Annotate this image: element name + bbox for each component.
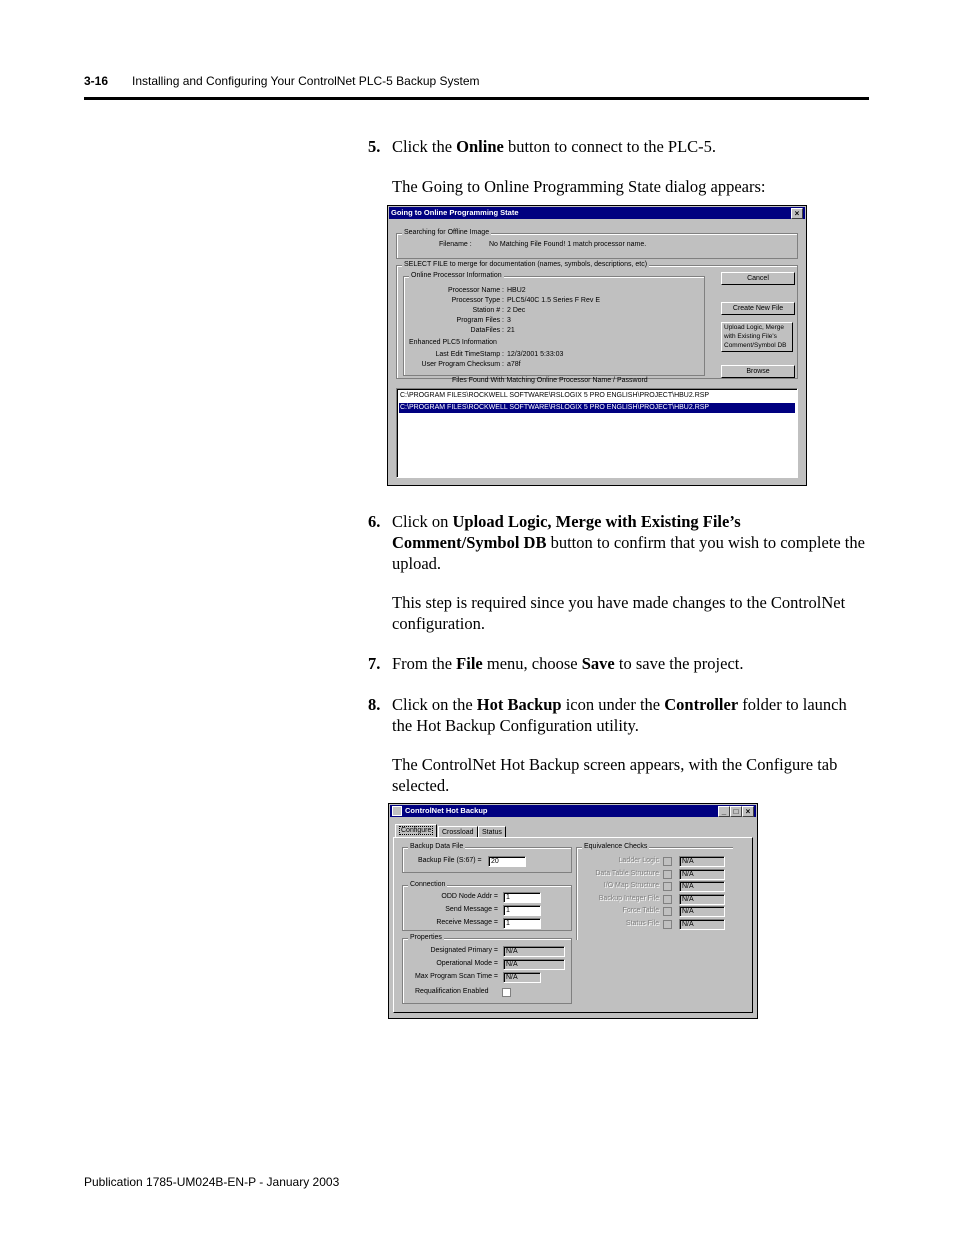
operational-mode-label: Operational Mode = [436,960,498,967]
upload-merge-button[interactable]: Upload Logic, Merge with Existing File's Comment/Symbol DB [721,322,793,352]
dialog-title: Going to Online Programming State [391,208,519,217]
send-message-label: Send Message = [445,906,498,913]
close-icon[interactable]: × [742,806,754,817]
step-number: 6. [368,512,381,531]
backup-integer-label: Backup Integer File [598,895,659,902]
force-table-label: Force Table [622,907,659,914]
send-message-input[interactable]: 1 [503,905,541,916]
files-list[interactable] [396,388,798,478]
equivalence-group [576,843,733,940]
max-scan-time-value: N/A [503,972,541,983]
connection-group [402,881,572,931]
ladder-logic-value: N/A [679,856,725,867]
search-group [396,229,798,259]
select-file-group [396,261,798,379]
checksum-value: a78f [507,361,521,368]
cancel-button[interactable]: Cancel [721,272,795,285]
status-file-value: N/A [679,919,725,930]
checksum-label: User Program Checksum : [421,361,504,368]
window-title: ControlNet Hot Backup [405,806,488,815]
dialog-title-bar [389,207,805,219]
minimize-icon[interactable]: _ [718,806,730,817]
receive-message-input[interactable]: 1 [503,918,541,929]
page-number: 3-16 [84,74,109,88]
file-row-selected[interactable]: C:\PROGRAM FILES\ROCKWELL SOFTWARE\RSLOGIX 5 PRO ENGLISH\PROJECT\HBU2.RSP [399,403,795,413]
data-table-checkbox[interactable] [663,870,672,879]
step-number: 5. [368,137,381,156]
requalification-checkbox[interactable] [502,988,511,997]
last-edit-value: 12/3/2001 5:33:03 [507,351,564,358]
processor-info-group [403,272,705,376]
group-label: Online Processor Information [411,272,502,279]
step-text: Click on the Hot Backup icon under the Controller folder to launch the Hot Backup Configuration utility. [392,695,847,735]
header-title: Installing and Configuring Your ControlNet PLC-5 Backup System [132,74,480,88]
io-map-checkbox[interactable] [663,882,672,891]
enhanced-info-label: Enhanced PLC5 Information [409,339,497,346]
receive-message-label: Receive Message = [436,919,498,926]
program-files-value: 3 [507,317,511,324]
step-number: 8. [368,695,381,714]
max-scan-time-label: Max Program Scan Time = [414,973,498,980]
file-row[interactable]: C:\PROGRAM FILES\ROCKWELL SOFTWARE\RSLOGIX 5 PRO ENGLISH\PROJECT\HBU2.RSP [400,392,710,399]
odd-node-label: ODD Node Addr = [441,893,498,900]
ladder-logic-label: Ladder Logic [618,857,659,864]
data-table-label: Data Table Structure [595,870,659,877]
data-table-value: N/A [679,869,725,880]
status-file-checkbox[interactable] [663,920,672,929]
odd-node-input[interactable]: 1 [503,892,541,903]
status-file-label: Status File [625,920,659,927]
processor-type-label: Processor Type : [451,297,504,304]
designated-primary-value: N/A [503,946,565,957]
backup-integer-value: N/A [679,894,725,905]
processor-name-value: HBU2 [507,287,526,294]
station-value: 2 Dec [507,307,526,314]
group-label: Backup Data File [410,843,464,850]
data-files-value: 21 [507,327,515,334]
group-label: SELECT FILE to merge for documentation (names, symbols, descriptions, etc) [404,261,648,268]
force-table-value: N/A [679,906,725,917]
app-icon [392,806,402,816]
step-8-note: The ControlNet Hot Backup screen appears, with the Configure tab selected. [392,755,838,795]
backup-file-input[interactable]: 20 [488,856,526,867]
step-text: Click on Upload Logic, Merge with Existing File’s Comment/Symbol DB button to confirm that you wish to complete the upload. [392,512,865,573]
backup-integer-checkbox[interactable] [663,895,672,904]
tab-configure[interactable]: Configure [395,824,437,838]
last-edit-label: Last Edit TimeStamp : [435,351,504,358]
files-found-label: Files Found With Matching Online Processor Name / Password [452,377,648,384]
ladder-logic-checkbox[interactable] [663,857,672,866]
create-new-file-button[interactable]: Create New File [721,302,795,315]
maximize-icon[interactable]: □ [730,806,742,817]
requalification-label: Requalification Enabled [415,988,489,995]
processor-type-value: PLC5/40C 1.5 Series F Rev E [507,297,600,304]
properties-group [402,934,572,1004]
step-number: 7. [368,654,381,673]
footer-publication: Publication 1785-UM024B-EN-P - January 2003 [84,1175,340,1189]
header-rule [84,97,869,100]
filename-label: Filename : [439,241,472,248]
force-table-checkbox[interactable] [663,907,672,916]
processor-name-label: Processor Name : [447,287,504,294]
data-files-label: DataFiles : [470,327,504,334]
backup-data-file-group [402,843,572,873]
filename-value: No Matching File Found! 1 match processor name. [489,241,647,248]
tab-status[interactable]: Status [478,826,506,838]
io-map-label: I/O Map Structure [603,882,659,889]
step-6-note: This step is required since you have made changes to the ControlNet configuration. [392,593,846,633]
io-map-value: N/A [679,881,725,892]
backup-file-label: Backup File (S:67) = [418,857,482,864]
going-online-dialog [387,205,807,486]
tab-crossload[interactable]: Crossload [438,826,478,838]
step-text: Click the Online button to connect to the PLC-5. [392,137,717,156]
tab-panel [393,837,753,1013]
step-text: From the File menu, choose Save to save the project. [392,654,744,673]
browse-button[interactable]: Browse [721,365,795,378]
group-label: Equivalence Checks [584,843,648,850]
page-header [84,74,480,88]
close-icon[interactable]: × [791,208,803,219]
group-label: Connection [410,881,446,888]
station-label: Station # : [472,307,504,314]
window-title-bar [390,805,756,817]
program-files-label: Program Files : [456,317,504,324]
group-label: Properties [410,934,442,941]
step-5-note: The Going to Online Programming State dialog appears: [392,177,766,196]
operational-mode-value: N/A [503,959,565,970]
hot-backup-window [388,803,758,1019]
designated-primary-label: Designated Primary = [430,947,498,954]
group-label: Searching for Offline Image [404,229,490,236]
